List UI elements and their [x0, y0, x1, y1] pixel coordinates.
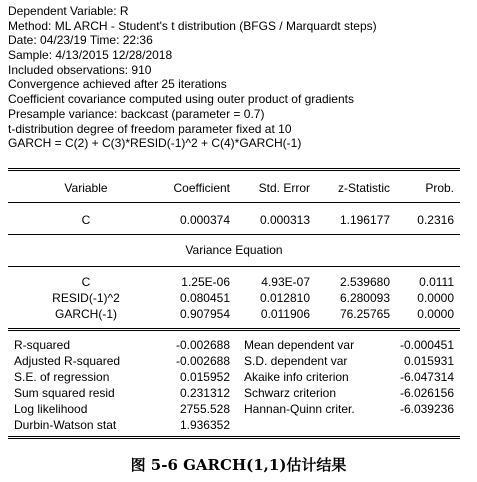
variance-equation-title: Variance Equation — [185, 243, 283, 257]
stat-value: 0.231312 — [179, 386, 230, 400]
stat-label: Adjusted R-squared — [14, 354, 121, 368]
stat-value: -0.002688 — [175, 354, 230, 368]
stat-value: 0.015952 — [179, 370, 230, 384]
stat-label: Schwarz criterion — [244, 386, 337, 400]
stat-value: 1.936352 — [179, 418, 230, 432]
header-line: Presample variance: backcast (parameter = 0.7) — [8, 106, 265, 121]
stat-label: Sum squared resid — [14, 386, 115, 400]
table-bottom-rule — [8, 436, 460, 437]
stat-label: Log likelihood — [14, 402, 88, 416]
col-header-z-statistic: z-Statistic — [337, 181, 390, 195]
section-rule — [8, 266, 460, 267]
variance-variable-name: GARCH(-1) — [55, 307, 117, 321]
variance-variable-name: C — [81, 275, 91, 289]
stats-top-rule — [8, 330, 460, 331]
variance-z-statistic: 76.25765 — [339, 307, 390, 321]
header-line: Coefficient covariance computed using outer product of gradients — [8, 92, 354, 107]
stat-value: -6.026156 — [399, 386, 454, 400]
stat-label: Hannan-Quinn criter. — [244, 402, 355, 416]
col-header-prob: Prob. — [425, 181, 454, 195]
header-line: Date: 04/23/19 Time: 22:36 — [8, 33, 153, 48]
variance-prob: 0.0000 — [417, 291, 454, 305]
variance-std-error: 0.012810 — [259, 291, 310, 305]
col-header-coefficient: Coefficient — [173, 181, 230, 195]
variance-prob: 0.0111 — [419, 275, 454, 289]
stat-value: -6.047314 — [399, 370, 454, 384]
estimation-header — [8, 4, 377, 151]
header-line: Convergence achieved after 25 iterations — [8, 77, 227, 92]
stat-value: -0.000451 — [399, 338, 454, 352]
stat-value: 0.015931 — [403, 354, 454, 368]
col-header-std-error: Std. Error — [258, 181, 310, 195]
stats-top-rule — [8, 328, 460, 329]
table-top-rule — [8, 168, 460, 169]
header-line: Sample: 4/13/2015 12/28/2018 — [8, 48, 173, 63]
figure-caption: 图 5-6 GARCH(1,1)估计结果 — [130, 456, 347, 474]
variance-std-error: 4.93E-07 — [261, 275, 310, 289]
section-rule — [8, 234, 460, 235]
mean-coefficient: 0.000374 — [179, 213, 230, 227]
variance-prob: 0.0000 — [417, 307, 454, 321]
mean-variable-name: C — [81, 213, 91, 227]
header-line: GARCH = C(2) + C(3)*RESID(-1)^2 + C(4)*GARCH(-1) — [8, 136, 302, 151]
stat-label: S.E. of regression — [14, 370, 110, 384]
variance-z-statistic: 6.280093 — [339, 291, 390, 305]
header-line: Method: ML ARCH - Student's t distribution (BFGS / Marquardt steps) — [8, 18, 377, 33]
stat-label: S.D. dependent var — [244, 354, 348, 368]
variance-std-error: 0.011906 — [260, 307, 310, 321]
mean-prob: 0.2316 — [417, 213, 454, 227]
variance-coefficient: 0.080451 — [179, 291, 230, 305]
mean-std-error: 0.000313 — [259, 213, 310, 227]
variance-variable-name: RESID(-1)^2 — [52, 291, 120, 305]
header-line: t-distribution degree of freedom parameter fixed at 10 — [8, 121, 292, 136]
variance-z-statistic: 2.539680 — [339, 275, 390, 289]
header-rule — [8, 202, 460, 203]
col-header-variable: Variable — [64, 181, 108, 195]
stat-value: 2755.528 — [179, 402, 230, 416]
stat-label: Mean dependent var — [244, 338, 355, 352]
stat-value: -6.039236 — [399, 402, 454, 416]
stat-label: R-squared — [14, 338, 71, 352]
variance-coefficient: 1.25E-06 — [181, 275, 230, 289]
stat-value: -0.002688 — [175, 338, 230, 352]
header-line: Dependent Variable: R — [8, 4, 129, 18]
table-top-rule — [8, 170, 460, 171]
table-bottom-rule — [8, 438, 460, 439]
variance-coefficient: 0.907954 — [179, 307, 230, 321]
stat-label: Durbin-Watson stat — [14, 418, 117, 432]
stat-label: Akaike info criterion — [244, 370, 349, 384]
mean-z-statistic: 1.196177 — [339, 213, 390, 227]
header-line: Included observations: 910 — [8, 62, 152, 77]
